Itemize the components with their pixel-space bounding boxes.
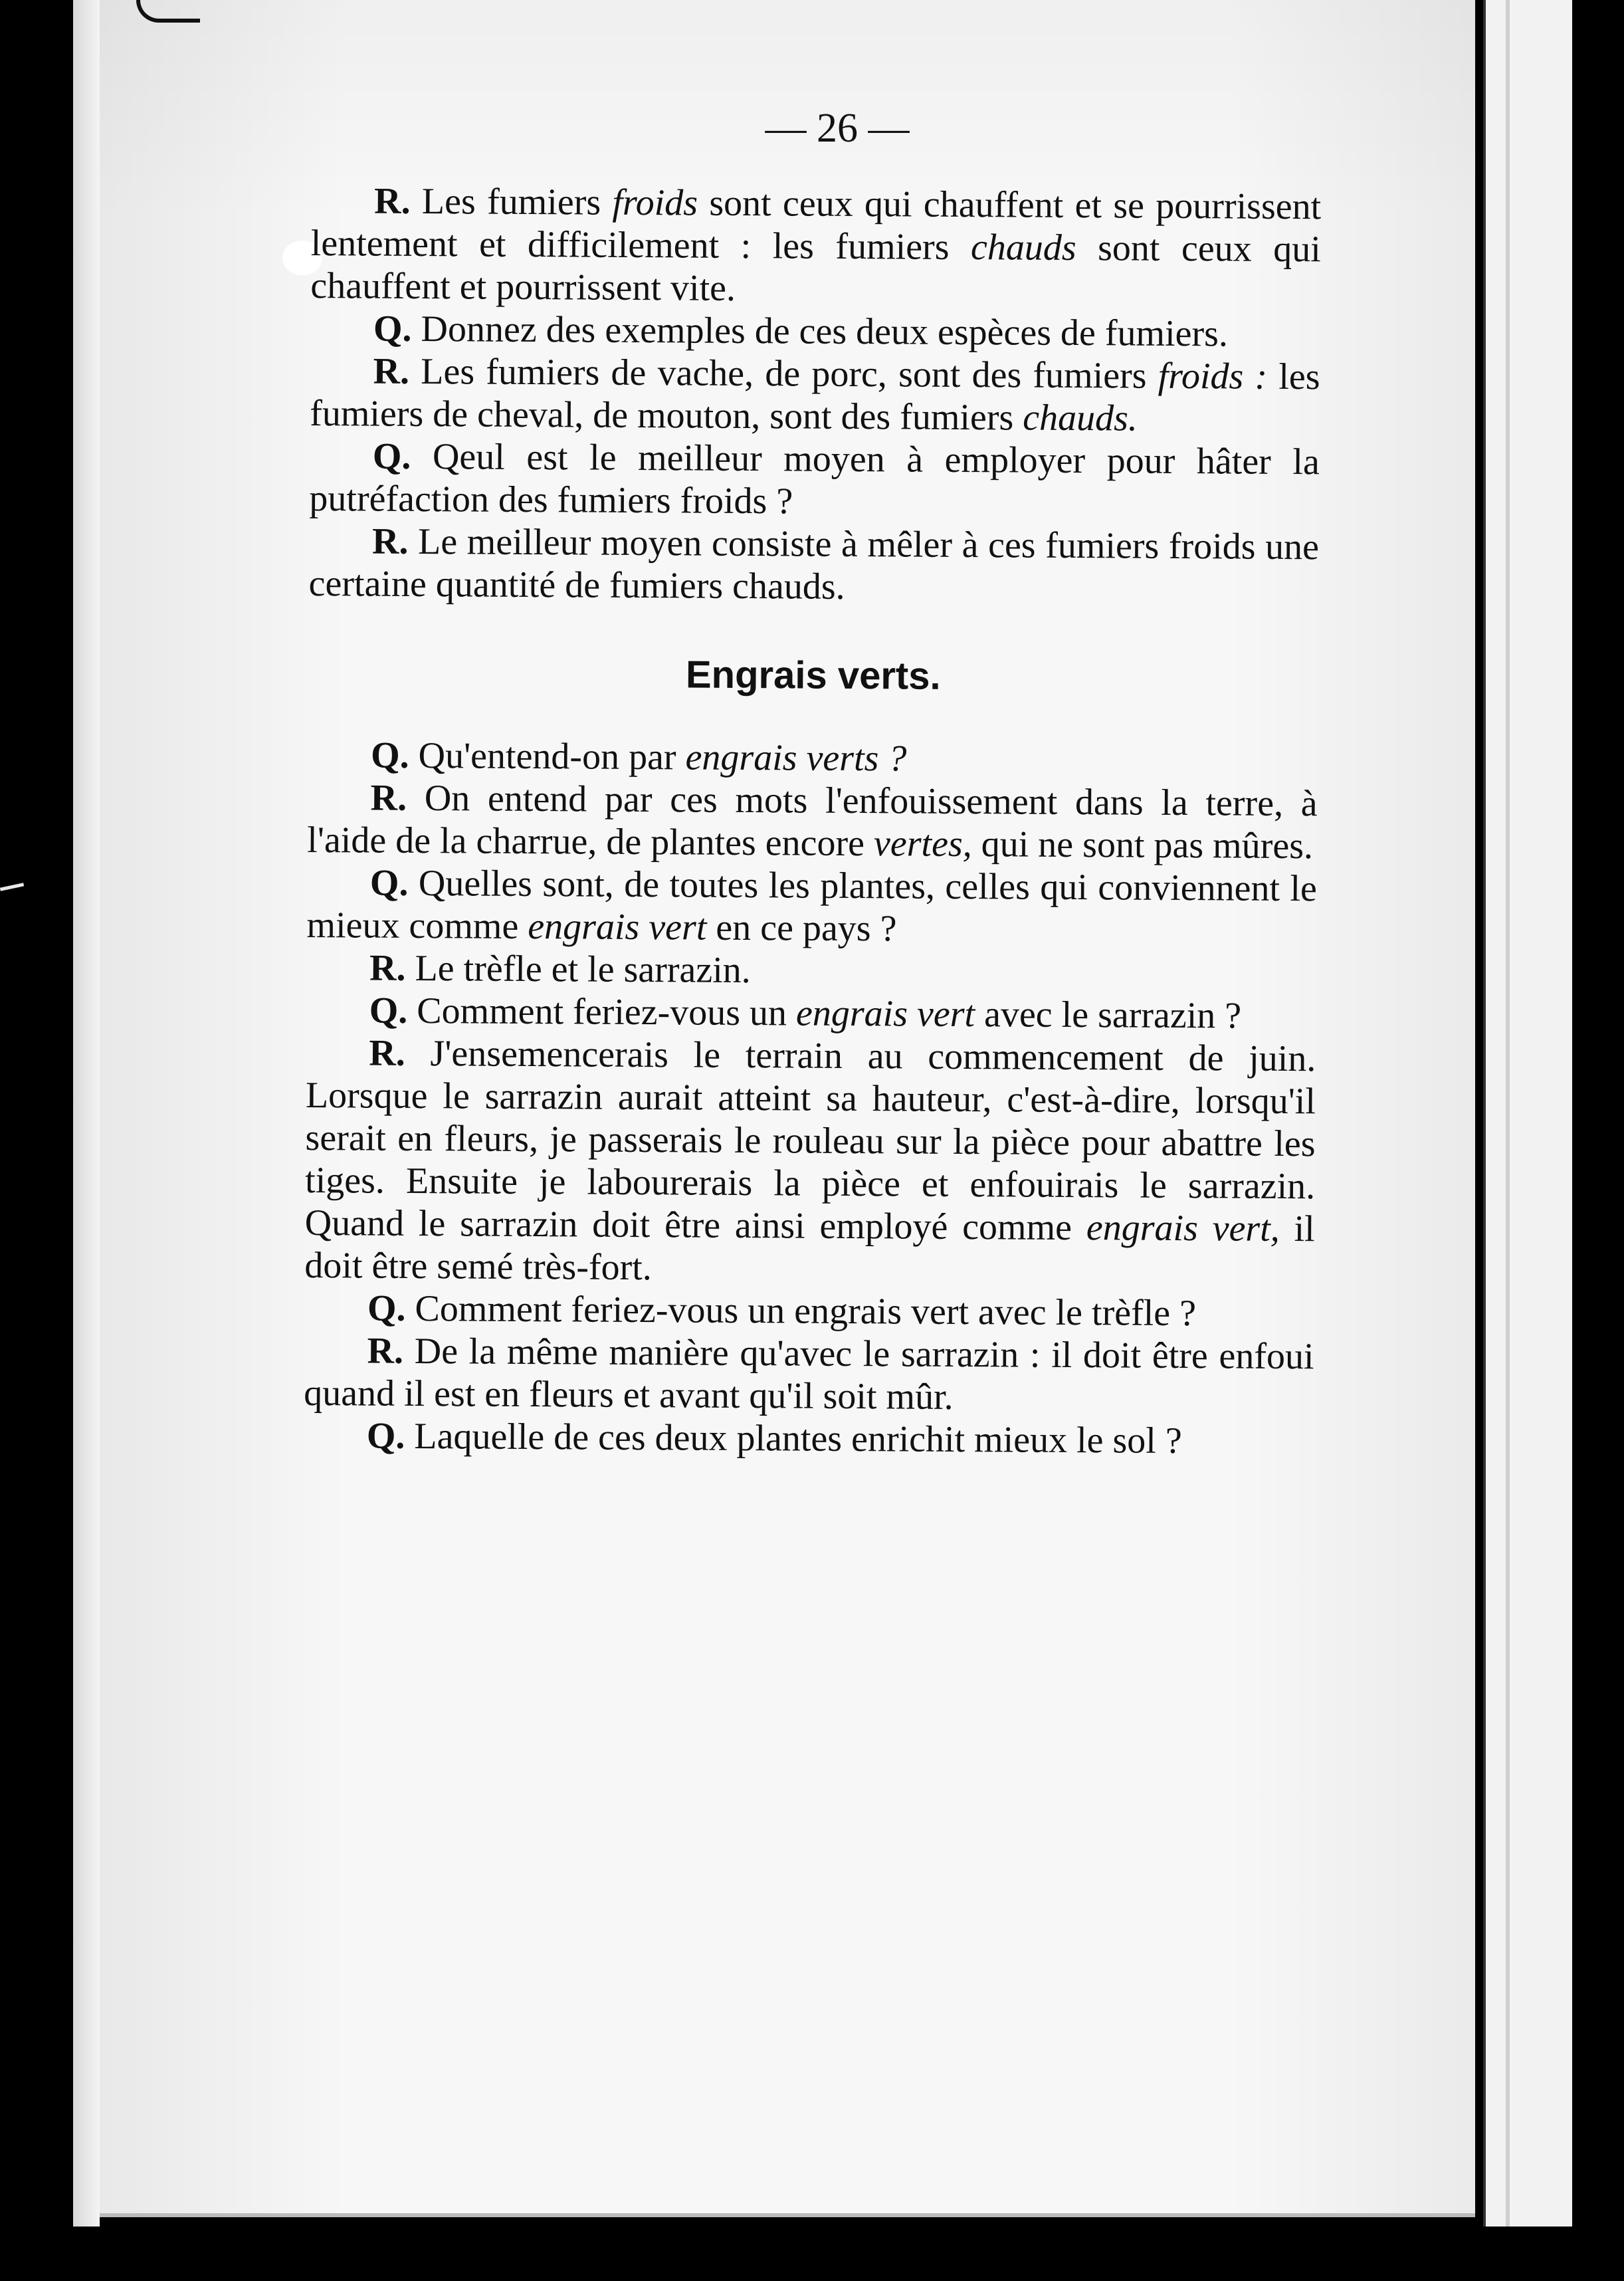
top-spacer bbox=[311, 0, 1322, 185]
question-label: Q. bbox=[369, 990, 408, 1032]
question-paragraph: Q. Laquelle de ces deux plantes enrichit mieux le sol ? bbox=[366, 1415, 1182, 1462]
question-label: Q. bbox=[372, 435, 411, 477]
question-label: Q. bbox=[370, 734, 409, 776]
answer-label: R. bbox=[369, 1032, 405, 1074]
answer-paragraph: R. J'ensemencerais le terrain au commencement de juin. Lorsque le sarrazin aurait atteint sa hauteur, c'est-à-dire, lorsqu'il serait en fleurs, je passerais le rouleau sur la pièce pour abattre les tiges. Ensuite je labourerais la pièce et enfouirais le sarrazin. Quand le sarrazin doit être ainsi employé comme engrais vert, il doit être semé très-fort. bbox=[304, 1032, 1316, 1289]
answer-paragraph: R. Les fumiers froids sont ceux qui chauffent et se pourrissent lentement et difficilement : les fumiers chauds sont ceux qui chauffent et pourrissent vite. bbox=[310, 180, 1322, 309]
answer-paragraph: R. De la même manière qu'avec le sarrazin : il doit être enfoui quand il est en fleurs et avant qu'il soit mûr. bbox=[304, 1330, 1314, 1418]
answer-paragraph: R. On entend par ces mots l'enfouissement dans la terre, à l'aide de la charrue, de plantes encore vertes, qui ne sont pas mûres. bbox=[307, 777, 1318, 867]
question-paragraph: Q. Comment feriez-vous un engrais vert avec le sarrazin ? bbox=[369, 990, 1242, 1037]
answer-paragraph: R. Le meilleur moyen consiste à mêler à ces fumiers froids une certaine quantité de fumiers chauds. bbox=[308, 520, 1320, 607]
section-heading: Engrais verts. bbox=[685, 653, 941, 698]
question-paragraph: Q. Qu'entend-on par engrais verts ? bbox=[370, 734, 907, 780]
answer-paragraph: R. Le trèfle et le sarrazin. bbox=[369, 947, 751, 992]
question-label: Q. bbox=[366, 1415, 405, 1457]
question-paragraph: Q. Donnez des exemples de ces deux espèces de fumiers. bbox=[373, 308, 1229, 355]
answer-paragraph: R. Les fumiers de vache, de porc, sont des fumiers froids : les fumiers de cheval, de mouton, sont des fumiers chauds. bbox=[310, 350, 1320, 439]
question-label: Q. bbox=[369, 862, 409, 904]
adjacent-page-strip bbox=[1483, 0, 1572, 2227]
answer-label: R. bbox=[373, 180, 411, 222]
question-paragraph: Q. Comment feriez-vous un engrais vert avec le trèfle ? bbox=[367, 1287, 1197, 1335]
answer-label: R. bbox=[373, 350, 410, 392]
question-paragraph: Q. Quelles sont, de toutes les plantes, celles qui conviennent le mieux comme engrais vert en ce pays ? bbox=[306, 862, 1318, 950]
question-label: Q. bbox=[373, 308, 412, 350]
qa-section-manures bbox=[308, 179, 1321, 611]
question-label: Q. bbox=[367, 1287, 406, 1329]
page-left-edge bbox=[73, 0, 100, 2227]
answer-label: R. bbox=[370, 777, 407, 819]
margin-tick bbox=[0, 883, 24, 891]
question-paragraph: Q. Qeul est le meilleur moyen à employer pour hâter la putréfaction des fumiers froids ? bbox=[309, 435, 1320, 522]
page-number: — 26 — bbox=[765, 106, 910, 151]
answer-label: R. bbox=[371, 520, 409, 562]
page-text bbox=[304, 0, 1322, 1463]
adjacent-page-edge-line bbox=[1506, 0, 1510, 2227]
qa-section-green-manures bbox=[304, 734, 1318, 1463]
answer-label: R. bbox=[369, 947, 406, 989]
answer-label: R. bbox=[367, 1330, 404, 1372]
